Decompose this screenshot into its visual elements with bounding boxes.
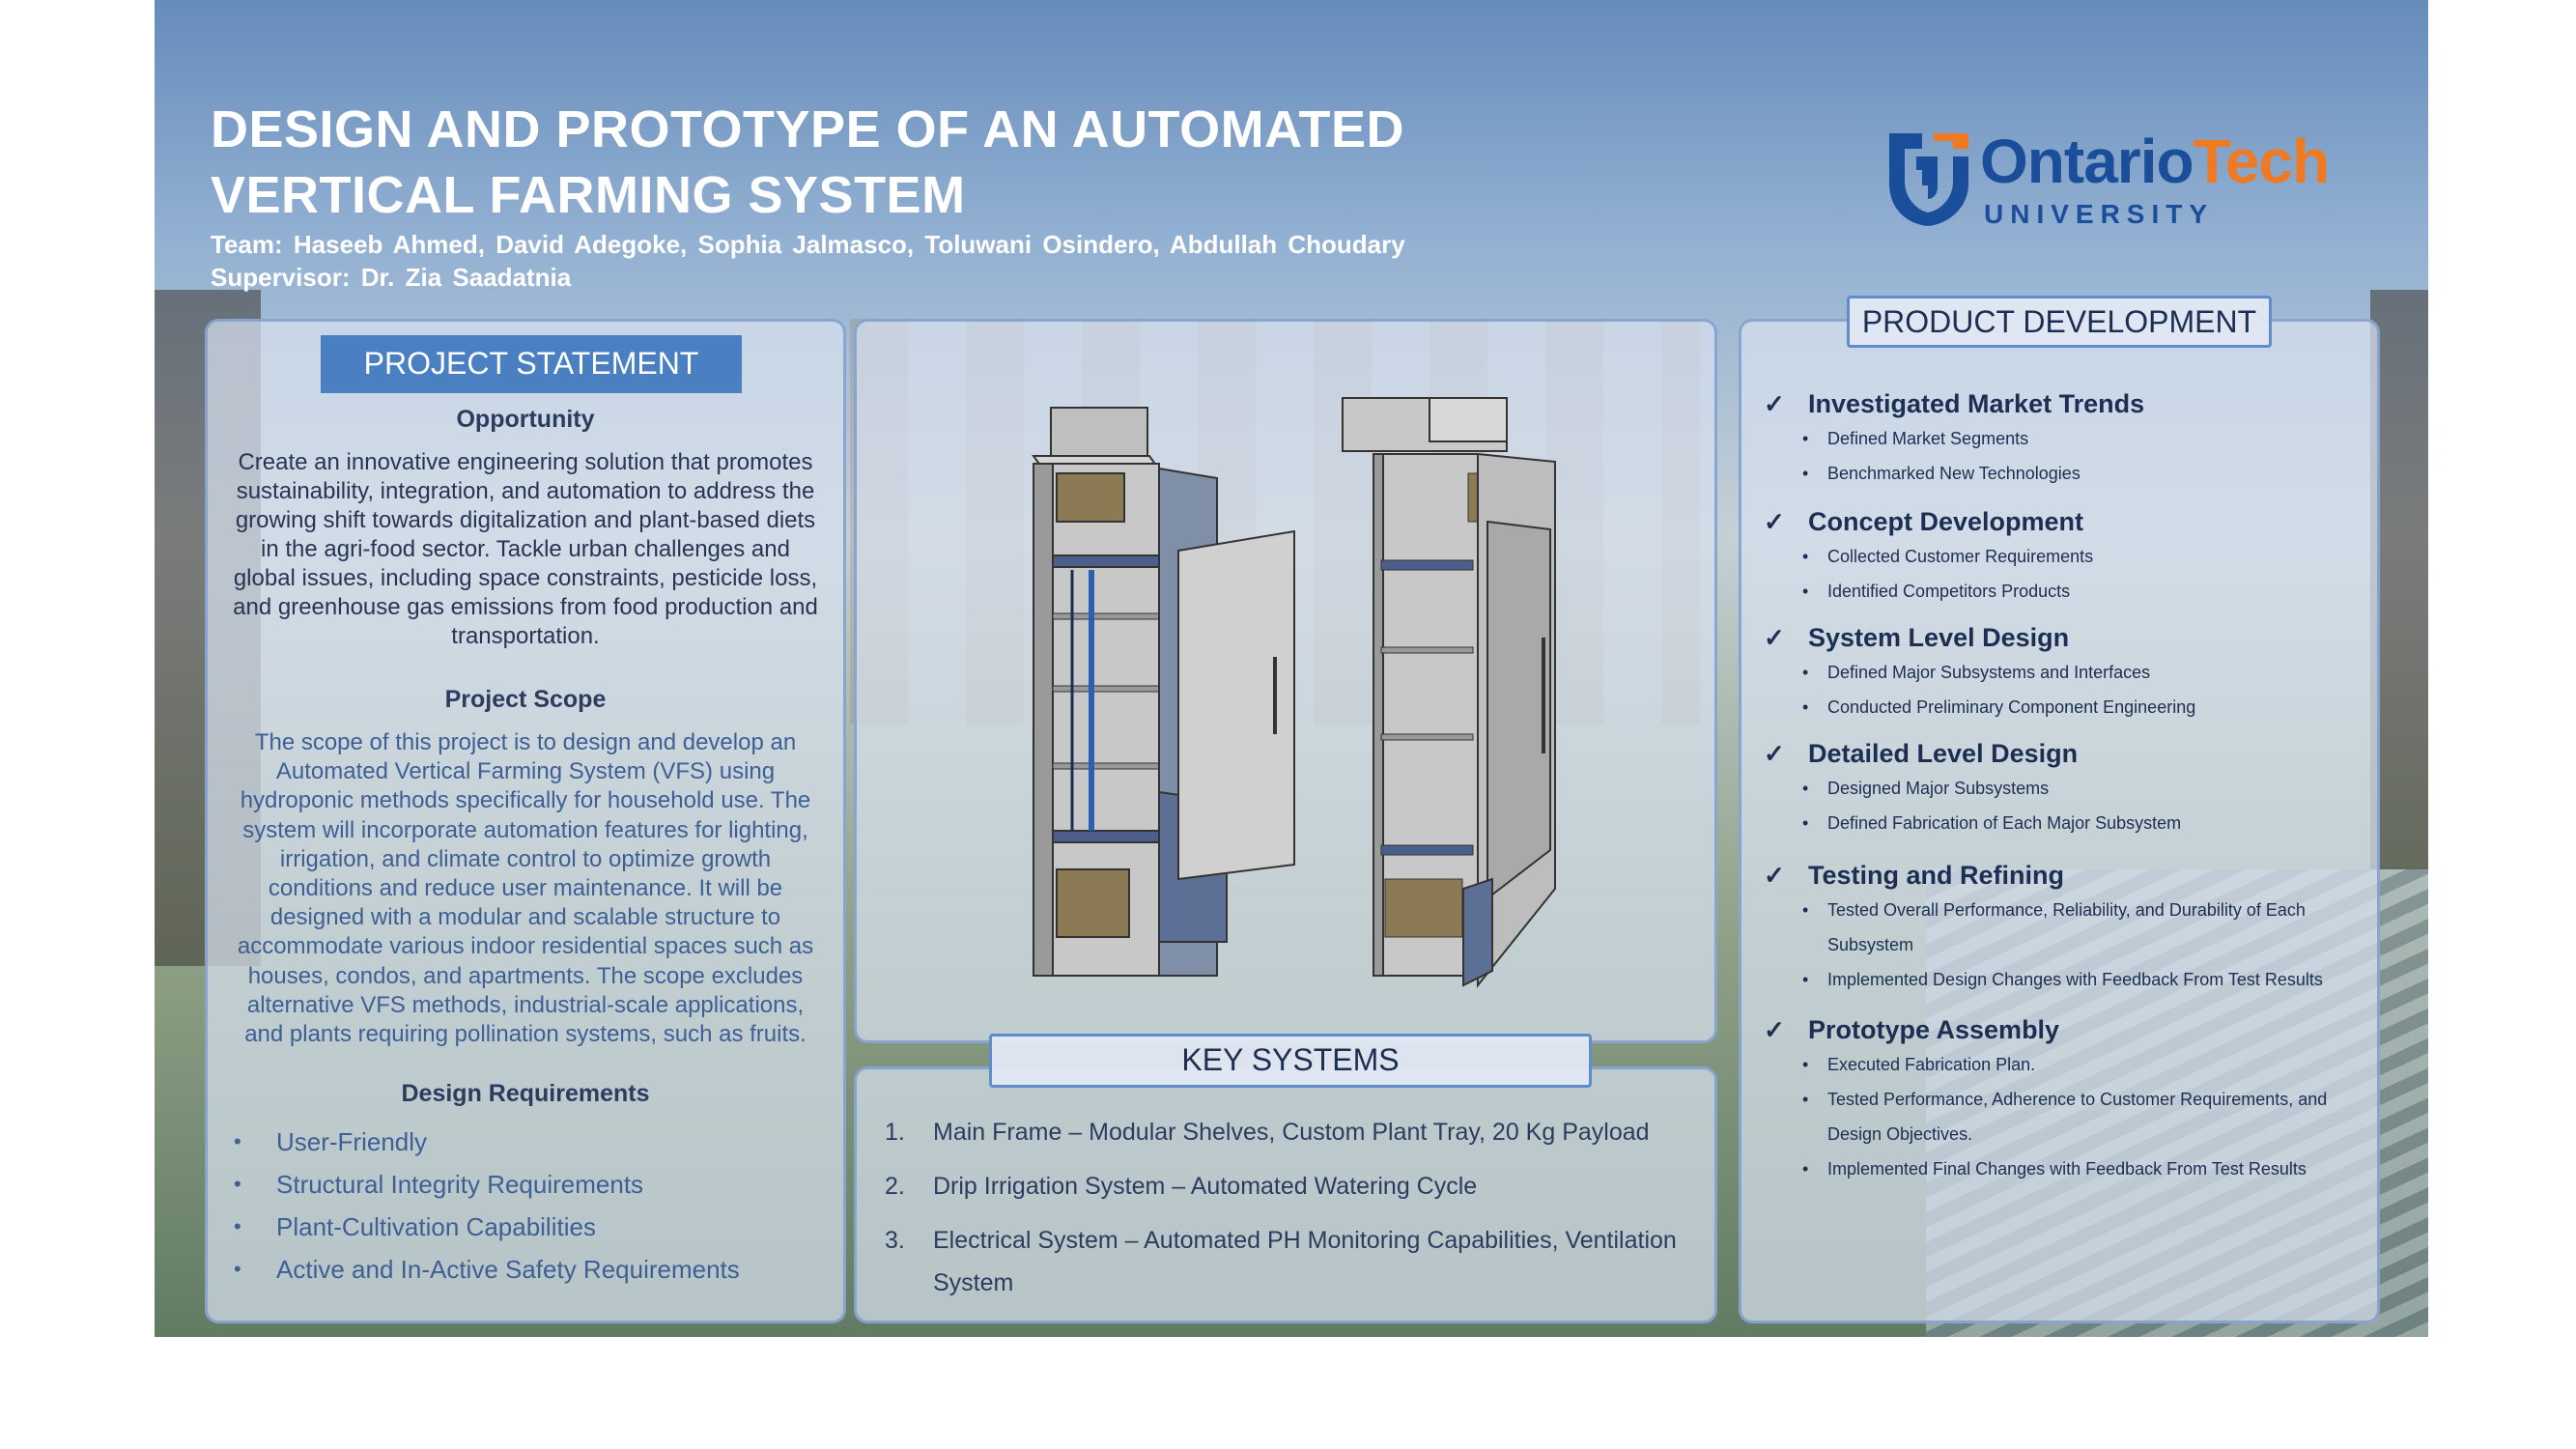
project-statement-heading: PROJECT STATEMENT — [321, 335, 742, 393]
title-line-1: DESIGN AND PROTOTYPE OF AN AUTOMATED — [211, 100, 1405, 158]
supervisor-line: Supervisor: Dr. Zia Saadatnia — [211, 263, 572, 292]
check-icon: ✓ — [1764, 623, 1785, 652]
logo-subtitle: UNIVERSITY — [1984, 199, 2215, 229]
list-item: • Conducted Preliminary Component Engineering — [1758, 690, 2357, 724]
project-scope-text: The scope of this project is to design and develop an Automated Vertical Farming System (VFS) using hydroponic methods specifically for household use. The system will incorporate automation features for lighting, irrigation, and climate control to optimize growth conditions and reduce user maintenance. It will be designed with a modular and scalable structure to accommodate various indoor residential spaces such as houses, condos, and apartments. The scope excludes alternative VFS methods, industrial-scale applications, and plants requiring pollination systems, such as fruits. — [237, 729, 814, 1048]
title-line-2: VERTICAL FARMING SYSTEM — [211, 166, 966, 224]
pd-section: ✓ Investigated Market Trends • Defined Market Segments • Benchmarked New Technologies — [1758, 386, 2357, 491]
list-item: • User-Friendly — [222, 1121, 740, 1163]
design-requirements-heading: Design Requirements — [401, 1080, 650, 1107]
cad-unit-front-view — [1033, 408, 1294, 976]
list-item: • Collected Customer Requirements — [1758, 539, 2357, 574]
list-item: 2. Drip Irrigation System – Automated Watering Cycle — [885, 1173, 1478, 1200]
list-item: 1. Main Frame – Modular Shelves, Custom Plant Tray, 20 Kg Payload — [885, 1119, 1650, 1146]
list-item: • Designed Major Subsystems — [1758, 771, 2357, 806]
pd-section: ✓ Detailed Level Design • Designed Major Subsystems • Defined Fabrication of Each Major Subsystem — [1758, 736, 2357, 840]
cad-unit-angled-view — [1343, 398, 1555, 985]
list-item: • Implemented Design Changes with Feedback From Test Results — [1758, 962, 2357, 997]
university-logo — [1883, 124, 2347, 230]
key-systems-list — [885, 1111, 1686, 1316]
check-icon: ✓ — [1764, 861, 1785, 890]
list-item: • Benchmarked New Technologies — [1758, 456, 2357, 491]
key-systems-heading: KEY SYSTEMS — [989, 1034, 1592, 1088]
opportunity-text: Create an innovative engineering solution that promotes sustainability, integration, and automation to address the growing shift towards digitalization and plant-based diets in the agri-food sector. Tackle urban challenges and global issues, including space constraints, pesticide loss, and greenhouse gas emissions from food production and transportation. — [233, 449, 818, 649]
list-item: • Plant-Cultivation Capabilities — [222, 1206, 740, 1248]
pd-section: ✓ Prototype Assembly • Executed Fabrication Plan. • Tested Performance, Adherence to Customer Requirements, and Design Objectives. • Implemented Final Changes with Feedback From Test Results — [1758, 1012, 2357, 1186]
list-item: • Defined Market Segments — [1758, 421, 2357, 456]
poster-title — [211, 97, 1563, 228]
project-scope-heading: Project Scope — [444, 686, 607, 713]
list-item: • Defined Fabrication of Each Major Subsystem — [1758, 806, 2357, 840]
list-item: • Executed Fabrication Plan. — [1758, 1047, 2357, 1082]
check-icon: ✓ — [1764, 1015, 1785, 1044]
vertical-farm-cad-drawing — [889, 386, 1719, 1005]
list-item: • Tested Performance, Adherence to Customer Requirements, and Design Objectives. — [1758, 1082, 2357, 1151]
list-item: • Defined Major Subsystems and Interfaces — [1758, 655, 2357, 690]
poster-background — [155, 0, 2428, 1337]
list-item: • Structural Integrity Requirements — [222, 1163, 740, 1206]
product-development-heading: PRODUCT DEVELOPMENT — [1847, 296, 2272, 348]
list-item: 3. Electrical System – Automated PH Monitoring Capabilities, Ventilation System — [885, 1227, 1677, 1296]
design-requirements-list — [222, 1121, 740, 1291]
pd-section: ✓ Concept Development • Collected Customer Requirements • Identified Competitors Products — [1758, 504, 2357, 609]
opportunity-heading: Opportunity — [456, 406, 595, 433]
list-item: • Implemented Final Changes with Feedback From Test Results — [1758, 1151, 2357, 1186]
team-line: Team: Haseeb Ahmed, David Adegoke, Sophia Jalmasco, Toluwani Osindero, Abdullah Choudary — [211, 230, 1405, 259]
pd-section: ✓ System Level Design • Defined Major Subsystems and Interfaces • Conducted Preliminary Component Engineering — [1758, 620, 2357, 724]
check-icon: ✓ — [1764, 389, 1785, 418]
pd-section: ✓ Testing and Refining • Tested Overall Performance, Reliability, and Durability of Each Subsystem • Implemented Design Changes with Feedback From Test Results — [1758, 858, 2357, 997]
check-icon: ✓ — [1764, 507, 1785, 536]
list-item: • Active and In-Active Safety Requirements — [222, 1248, 740, 1291]
shield-logo-icon — [1883, 128, 1970, 228]
list-item: • Tested Overall Performance, Reliability, and Durability of Each Subsystem — [1758, 893, 2357, 962]
check-icon: ✓ — [1764, 739, 1785, 768]
list-item: • Identified Competitors Products — [1758, 574, 2357, 609]
logo-wordmark: OntarioTech — [1980, 127, 2330, 196]
